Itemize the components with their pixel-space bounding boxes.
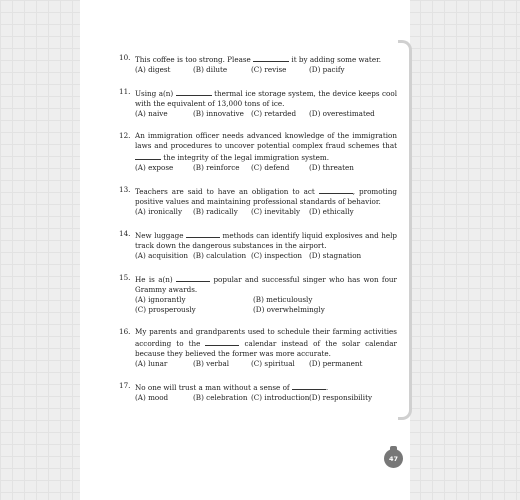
answer-option: (A) ignorantly: [135, 295, 186, 304]
answer-option: (B) celebration: [193, 393, 248, 402]
answer-blank: [205, 337, 239, 346]
stem-after-blank: the integrity of the legal immigration system.: [163, 153, 329, 162]
page-number: 47: [388, 454, 399, 463]
answer-blank: [292, 381, 329, 392]
question-stem: [135, 87, 397, 109]
question-item: [119, 53, 397, 75]
question-number: 16.: [119, 327, 131, 336]
stem-after-blank: popular and successful singer who has won four Grammy awards.: [135, 275, 397, 294]
question-item: [119, 87, 397, 119]
stem-before-blank: He is a(n): [135, 275, 173, 284]
question-item: [119, 327, 397, 369]
answer-option: (B) radically: [193, 207, 238, 216]
page-number-badge: [384, 449, 403, 468]
question-number: 17.: [119, 381, 131, 390]
answer-option: (C) inevitably: [251, 207, 301, 216]
answer-option: (B) calculation: [193, 251, 247, 260]
answer-option: (C) prosperously: [135, 305, 196, 314]
answer-blank: [253, 53, 289, 62]
question-stem: [135, 131, 397, 163]
stem-after-blank: calendar instead of the solar calendar because they believed the former was more accurate.: [135, 339, 397, 358]
stem-before-blank: My parents and grandparents used to schedule their farming activities according to the: [135, 327, 397, 348]
question-item: [119, 131, 397, 173]
stem-before-blank: No one will trust a man without a sense of: [135, 383, 290, 392]
stem-before-blank: This coffee is too strong. Please: [135, 55, 251, 64]
question-number: 14.: [119, 229, 131, 238]
answer-option: (B) dilute: [193, 65, 228, 74]
answer-option: (C) inspection: [251, 251, 303, 260]
stem-before-blank: An immigration officer needs advanced knowledge of the immigration laws and procedures to uncover potential complex fraud schemes that: [135, 131, 397, 150]
answer-blank: [176, 273, 210, 282]
answer-blank: [186, 229, 220, 238]
page-bracket-decoration: [398, 40, 412, 420]
answer-option: (A) lunar: [135, 359, 168, 368]
answer-option: (C) defend: [251, 163, 290, 172]
answer-options: [135, 393, 397, 403]
question-number: 11.: [119, 87, 131, 96]
stem-after-blank: thermal ice storage system, the device keeps cool with the equivalent of 13,000 tons of ice.: [135, 89, 397, 108]
answer-options: [135, 65, 397, 75]
question-stem: [135, 185, 397, 207]
answer-options: [135, 251, 397, 261]
answer-option: (B) reinforce: [193, 163, 240, 172]
answer-blank: [135, 151, 161, 160]
answer-option: (A) acquisition: [135, 251, 189, 260]
stem-before-blank: Using a(n): [135, 89, 174, 98]
answer-option: (D) permanent: [309, 359, 363, 368]
stem-after-blank: methods can identify liquid explosives and help track down the dangerous substances in the airport.: [135, 231, 397, 250]
answer-option: (D) overwhelmingly: [253, 305, 325, 314]
answer-option: (C) spiritual: [251, 359, 295, 368]
question-list: [119, 53, 397, 415]
question-stem: [135, 327, 397, 359]
answer-option: (B) innovative: [193, 109, 244, 118]
answer-option: (A) digest: [135, 65, 171, 74]
answer-option: (D) pacify: [309, 65, 345, 74]
question-number: 15.: [119, 273, 131, 282]
answer-options: [135, 163, 397, 173]
answer-option: (A) naive: [135, 109, 168, 118]
question-stem: [135, 229, 397, 251]
question-number: 12.: [119, 131, 131, 140]
answer-options: [135, 109, 397, 119]
answer-blank: [176, 87, 212, 96]
stem-after-blank: , promoting positive values and maintaining professional standards of behavior.: [135, 187, 397, 206]
question-item: [119, 229, 397, 261]
stem-after-blank: it by adding some water.: [291, 55, 382, 64]
question-item: [119, 185, 397, 217]
answer-option: (D) stagnation: [309, 251, 362, 260]
question-item: [119, 381, 397, 403]
answer-option: (D) ethically: [309, 207, 354, 216]
answer-blank: [319, 185, 353, 194]
answer-option: (A) mood: [135, 393, 169, 402]
answer-options: [135, 207, 397, 217]
answer-option: (C) revise: [251, 65, 287, 74]
question-stem: [135, 381, 397, 393]
question-stem: [135, 53, 397, 65]
answer-options: [135, 295, 397, 315]
stem-before-blank: Teachers are said to have an obligation to act: [135, 187, 315, 196]
answer-option: (B) meticulously: [253, 295, 313, 304]
question-number: 10.: [119, 53, 131, 62]
answer-option: (A) expose: [135, 163, 174, 172]
answer-option: (C) introduction: [251, 393, 310, 402]
question-stem: [135, 273, 397, 295]
stem-after-blank: .: [325, 383, 329, 392]
answer-option: (D) overestimated: [309, 109, 375, 118]
answer-option: (C) retarded: [251, 109, 297, 118]
answer-option: (D) threaten: [309, 163, 354, 172]
question-item: [119, 273, 397, 315]
answer-options: [135, 359, 397, 369]
answer-option: (D) responsibility: [309, 393, 373, 402]
answer-option: (A) ironically: [135, 207, 183, 216]
stem-before-blank: New luggage: [135, 231, 184, 240]
question-number: 13.: [119, 185, 131, 194]
answer-option: (B) verbal: [193, 359, 230, 368]
